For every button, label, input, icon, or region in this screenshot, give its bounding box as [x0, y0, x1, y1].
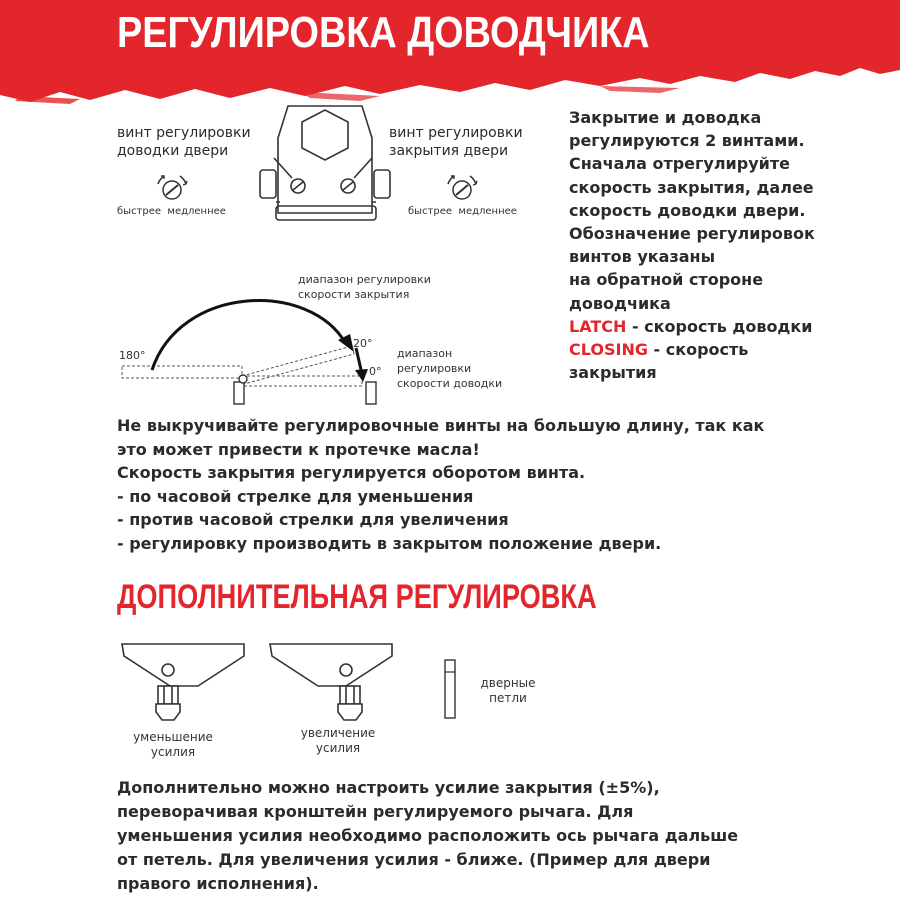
closing-desc: - скорость: [647, 340, 749, 360]
latch-key: LATCH: [569, 316, 627, 336]
instruction-line: - по часовой стрелке для уменьшения: [117, 486, 474, 506]
additional-description: [117, 776, 897, 896]
hex-nut-icon: [302, 110, 348, 160]
right-rotate-dial-icon: [440, 170, 484, 210]
right-screw-label-line2: закрытия двери: [389, 143, 509, 159]
desc-line: Обозначение регулировок: [569, 224, 815, 244]
closing-range-label-line2: скорости закрытия: [298, 288, 410, 301]
desc-line: доводчика: [569, 293, 671, 313]
door-closer-body-drawing: [240, 98, 400, 228]
adjustment-description: [569, 106, 889, 384]
desc-line: на обратной стороне: [569, 270, 764, 290]
right-screw-label-line1: винт регулировки: [389, 125, 523, 141]
instruction-line: - против часовой стрелки для увеличения: [117, 510, 509, 530]
latch-range-label: [397, 346, 502, 391]
right-direction-labels: [408, 206, 517, 217]
instruction-line: это может привести к протечке масла!: [117, 439, 480, 459]
desc-line: винтов указаны: [569, 247, 716, 267]
increase-force-label: [288, 726, 388, 756]
instruction-line: Не выкручивайте регулировочные винты на большую длину, так как: [117, 416, 765, 435]
header-banner: [0, 0, 900, 110]
latch-line: [569, 315, 889, 338]
hinges-label: [468, 676, 548, 706]
increase-force-bracket-drawing: [266, 640, 396, 730]
additional-line: правого исполнения).: [117, 874, 319, 893]
instructions-text: [117, 414, 897, 556]
desc-line: Сначала отрегулируйте: [569, 154, 790, 174]
left-rotate-dial-icon: [150, 170, 194, 210]
angle-0-label: 0°: [369, 365, 382, 378]
closing-line: [569, 338, 889, 361]
angle-20-label: 20°: [353, 337, 373, 350]
decrease-force-label: [118, 730, 228, 760]
increase-label-line1: увеличение: [300, 726, 376, 740]
latch-desc: - скорость доводки: [626, 316, 813, 336]
desc-line: скорость закрытия, далее: [569, 177, 814, 197]
instruction-line: Скорость закрытия регулируется оборотом винта.: [117, 463, 586, 483]
right-faster-label: быстрее: [408, 206, 453, 217]
left-screw-label: [117, 124, 251, 160]
additional-line: от петель. Для увеличения усилия - ближе. (Пример для двери: [117, 850, 711, 869]
right-slower-label: медленнее: [458, 206, 517, 217]
latch-range-label-line3: скорости доводки: [397, 377, 503, 390]
hinge-icon: [442, 658, 460, 722]
decrease-force-bracket-drawing: [118, 640, 248, 730]
desc-line: регулируются 2 винтами.: [569, 131, 805, 151]
page-title: РЕГУЛИРОВКА ДОВОДЧИКА: [117, 8, 650, 57]
decrease-label-line1: уменьшение: [133, 730, 213, 744]
desc-line: скорость доводки двери.: [569, 200, 806, 220]
left-faster-label: быстрее: [117, 206, 162, 217]
increase-label-line2: усилия: [315, 741, 361, 755]
left-direction-labels: [117, 206, 226, 217]
door-swing-arc-drawing: [110, 290, 400, 410]
angle-180-label: 180°: [119, 349, 146, 362]
hinges-label-line2: петли: [489, 691, 527, 705]
hinges-label-line1: дверные: [480, 676, 536, 690]
closing-desc-line2: закрытия: [569, 363, 657, 383]
closing-range-label-line1: диапазон регулировки: [298, 273, 431, 286]
latch-range-label-line2: регулировки: [397, 362, 472, 375]
right-screw-label: [389, 124, 523, 160]
instruction-line: - регулировку производить в закрытом положение двери.: [117, 533, 662, 553]
left-screw-label-line1: винт регулировки: [117, 125, 251, 141]
decrease-label-line2: усилия: [150, 745, 196, 759]
additional-section-title: ДОПОЛНИТЕЛЬНАЯ РЕГУЛИРОВКА: [117, 578, 597, 616]
closing-key: CLOSING: [569, 340, 648, 360]
additional-line: переворачивая кронштейн регулируемого рычага. Для: [117, 802, 634, 821]
left-slower-label: медленнее: [167, 206, 226, 217]
additional-line: уменьшения усилия необходимо расположить ось рычага дальше: [117, 826, 739, 845]
additional-line: Дополнительно можно настроить усилие закрытия (±5%),: [117, 778, 660, 797]
left-screw-label-line2: доводки двери: [117, 143, 229, 159]
latch-range-label-line1: диапазон: [397, 347, 453, 360]
desc-line: Закрытие и доводка: [569, 108, 762, 127]
